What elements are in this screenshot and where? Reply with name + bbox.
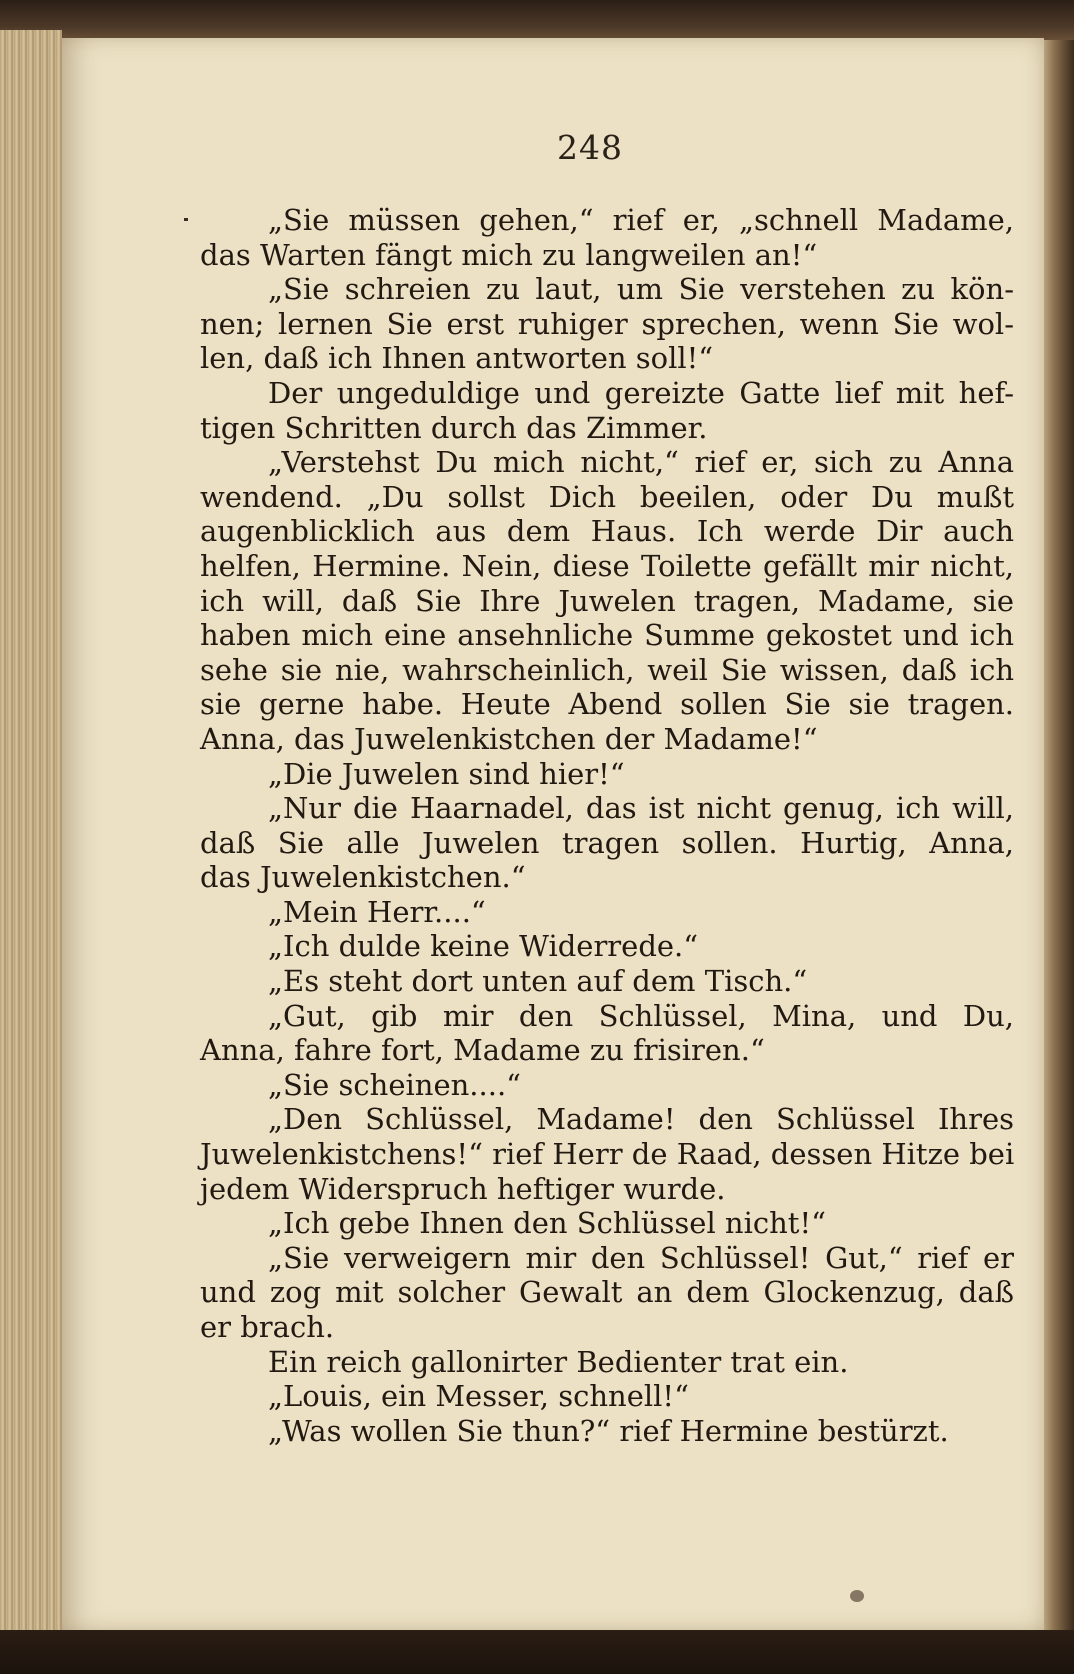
- text-line: „Den Schlüssel, Madame! den Schlüssel Ihres: [268, 1102, 1014, 1137]
- text-line: „Gut, gib mir den Schlüssel, Mina, und Du,: [268, 998, 1014, 1033]
- text-line: len, daß ich Ihnen antworten soll!“: [200, 341, 714, 376]
- print-mark: [184, 218, 188, 221]
- text-line: Der ungeduldige und gereizte Gatte lief mit hef-: [268, 375, 1014, 410]
- text-line: das Juwelenkistchen.“: [200, 860, 526, 895]
- book-top-edge: [0, 0, 1074, 42]
- text-line: Juwelenkistchens!“ rief Herr de Raad, dessen Hitze bei: [200, 1137, 1015, 1172]
- text-line: haben mich eine ansehnliche Summe gekostet und ich: [200, 618, 1014, 653]
- text-line: „Sie verweigern mir den Schlüssel! Gut,“ rief er: [268, 1240, 1014, 1275]
- text-line: „Mein Herr....“: [268, 894, 486, 929]
- text-line: das Warten fängt mich zu langweilen an!“: [200, 237, 818, 272]
- page-edge-right: [1040, 40, 1074, 1630]
- text-line: augenblicklich aus dem Haus. Ich werde Dir auch: [200, 514, 1014, 549]
- body-text: [200, 203, 1014, 1448]
- text-line: sehe sie nie, wahrscheinlich, weil Sie wissen, daß ich: [200, 652, 1014, 687]
- text-line: „Es steht dort unten auf dem Tisch.“: [268, 964, 808, 999]
- book-gutter: [0, 30, 62, 1630]
- text-line: und zog mit solcher Gewalt an dem Glockenzug, daß: [200, 1275, 1014, 1310]
- text-line: wendend. „Du sollst Dich beeilen, oder Du mußt: [200, 479, 1014, 514]
- text-line: ich will, daß Sie Ihre Juwelen tragen, Madame, sie: [200, 583, 1014, 618]
- text-line: daß Sie alle Juwelen tragen sollen. Hurtig, Anna,: [200, 825, 1014, 860]
- text-line: „Ich gebe Ihnen den Schlüssel nicht!“: [268, 1206, 826, 1241]
- text-line: helfen, Hermine. Nein, diese Toilette gefällt mir nicht,: [200, 548, 1014, 583]
- page-number: 248: [557, 128, 623, 167]
- text-line: „Verstehst Du mich nicht,“ rief er, sich zu Anna: [268, 445, 1014, 480]
- text-line: jedem Widerspruch heftiger wurde.: [200, 1171, 726, 1206]
- text-line: Anna, fahre fort, Madame zu frisiren.“: [200, 1033, 765, 1068]
- text-line: tigen Schritten durch das Zimmer.: [200, 410, 708, 445]
- text-line: „Sie müssen gehen,“ rief er, „schnell Madame,: [268, 203, 1014, 237]
- text-line: Anna, das Juwelenkistchen der Madame!“: [200, 721, 818, 756]
- text-line: „Sie scheinen....“: [268, 1067, 521, 1102]
- text-line: Ein reich gallonirter Bedienter trat ein.: [268, 1344, 849, 1379]
- text-line: nen; lernen Sie erst ruhiger sprechen, wenn Sie wol-: [200, 306, 1014, 341]
- book-bottom-edge: [0, 1630, 1074, 1674]
- ink-stain: [850, 1590, 864, 1602]
- text-line: „Sie schreien zu laut, um Sie verstehen zu kön-: [268, 272, 1014, 307]
- text-line: „Was wollen Sie thun?“ rief Hermine bestürzt.: [268, 1413, 949, 1448]
- text-line: „Nur die Haarnadel, das ist nicht genug, ich will,: [268, 791, 1014, 826]
- text-line: er brach.: [200, 1310, 335, 1344]
- text-line: „Louis, ein Messer, schnell!“: [268, 1379, 689, 1414]
- text-line: sie gerne habe. Heute Abend sollen Sie sie tragen.: [200, 687, 1014, 722]
- text-line: „Ich dulde keine Widerrede.“: [268, 929, 699, 964]
- text-line: „Die Juwelen sind hier!“: [268, 756, 625, 791]
